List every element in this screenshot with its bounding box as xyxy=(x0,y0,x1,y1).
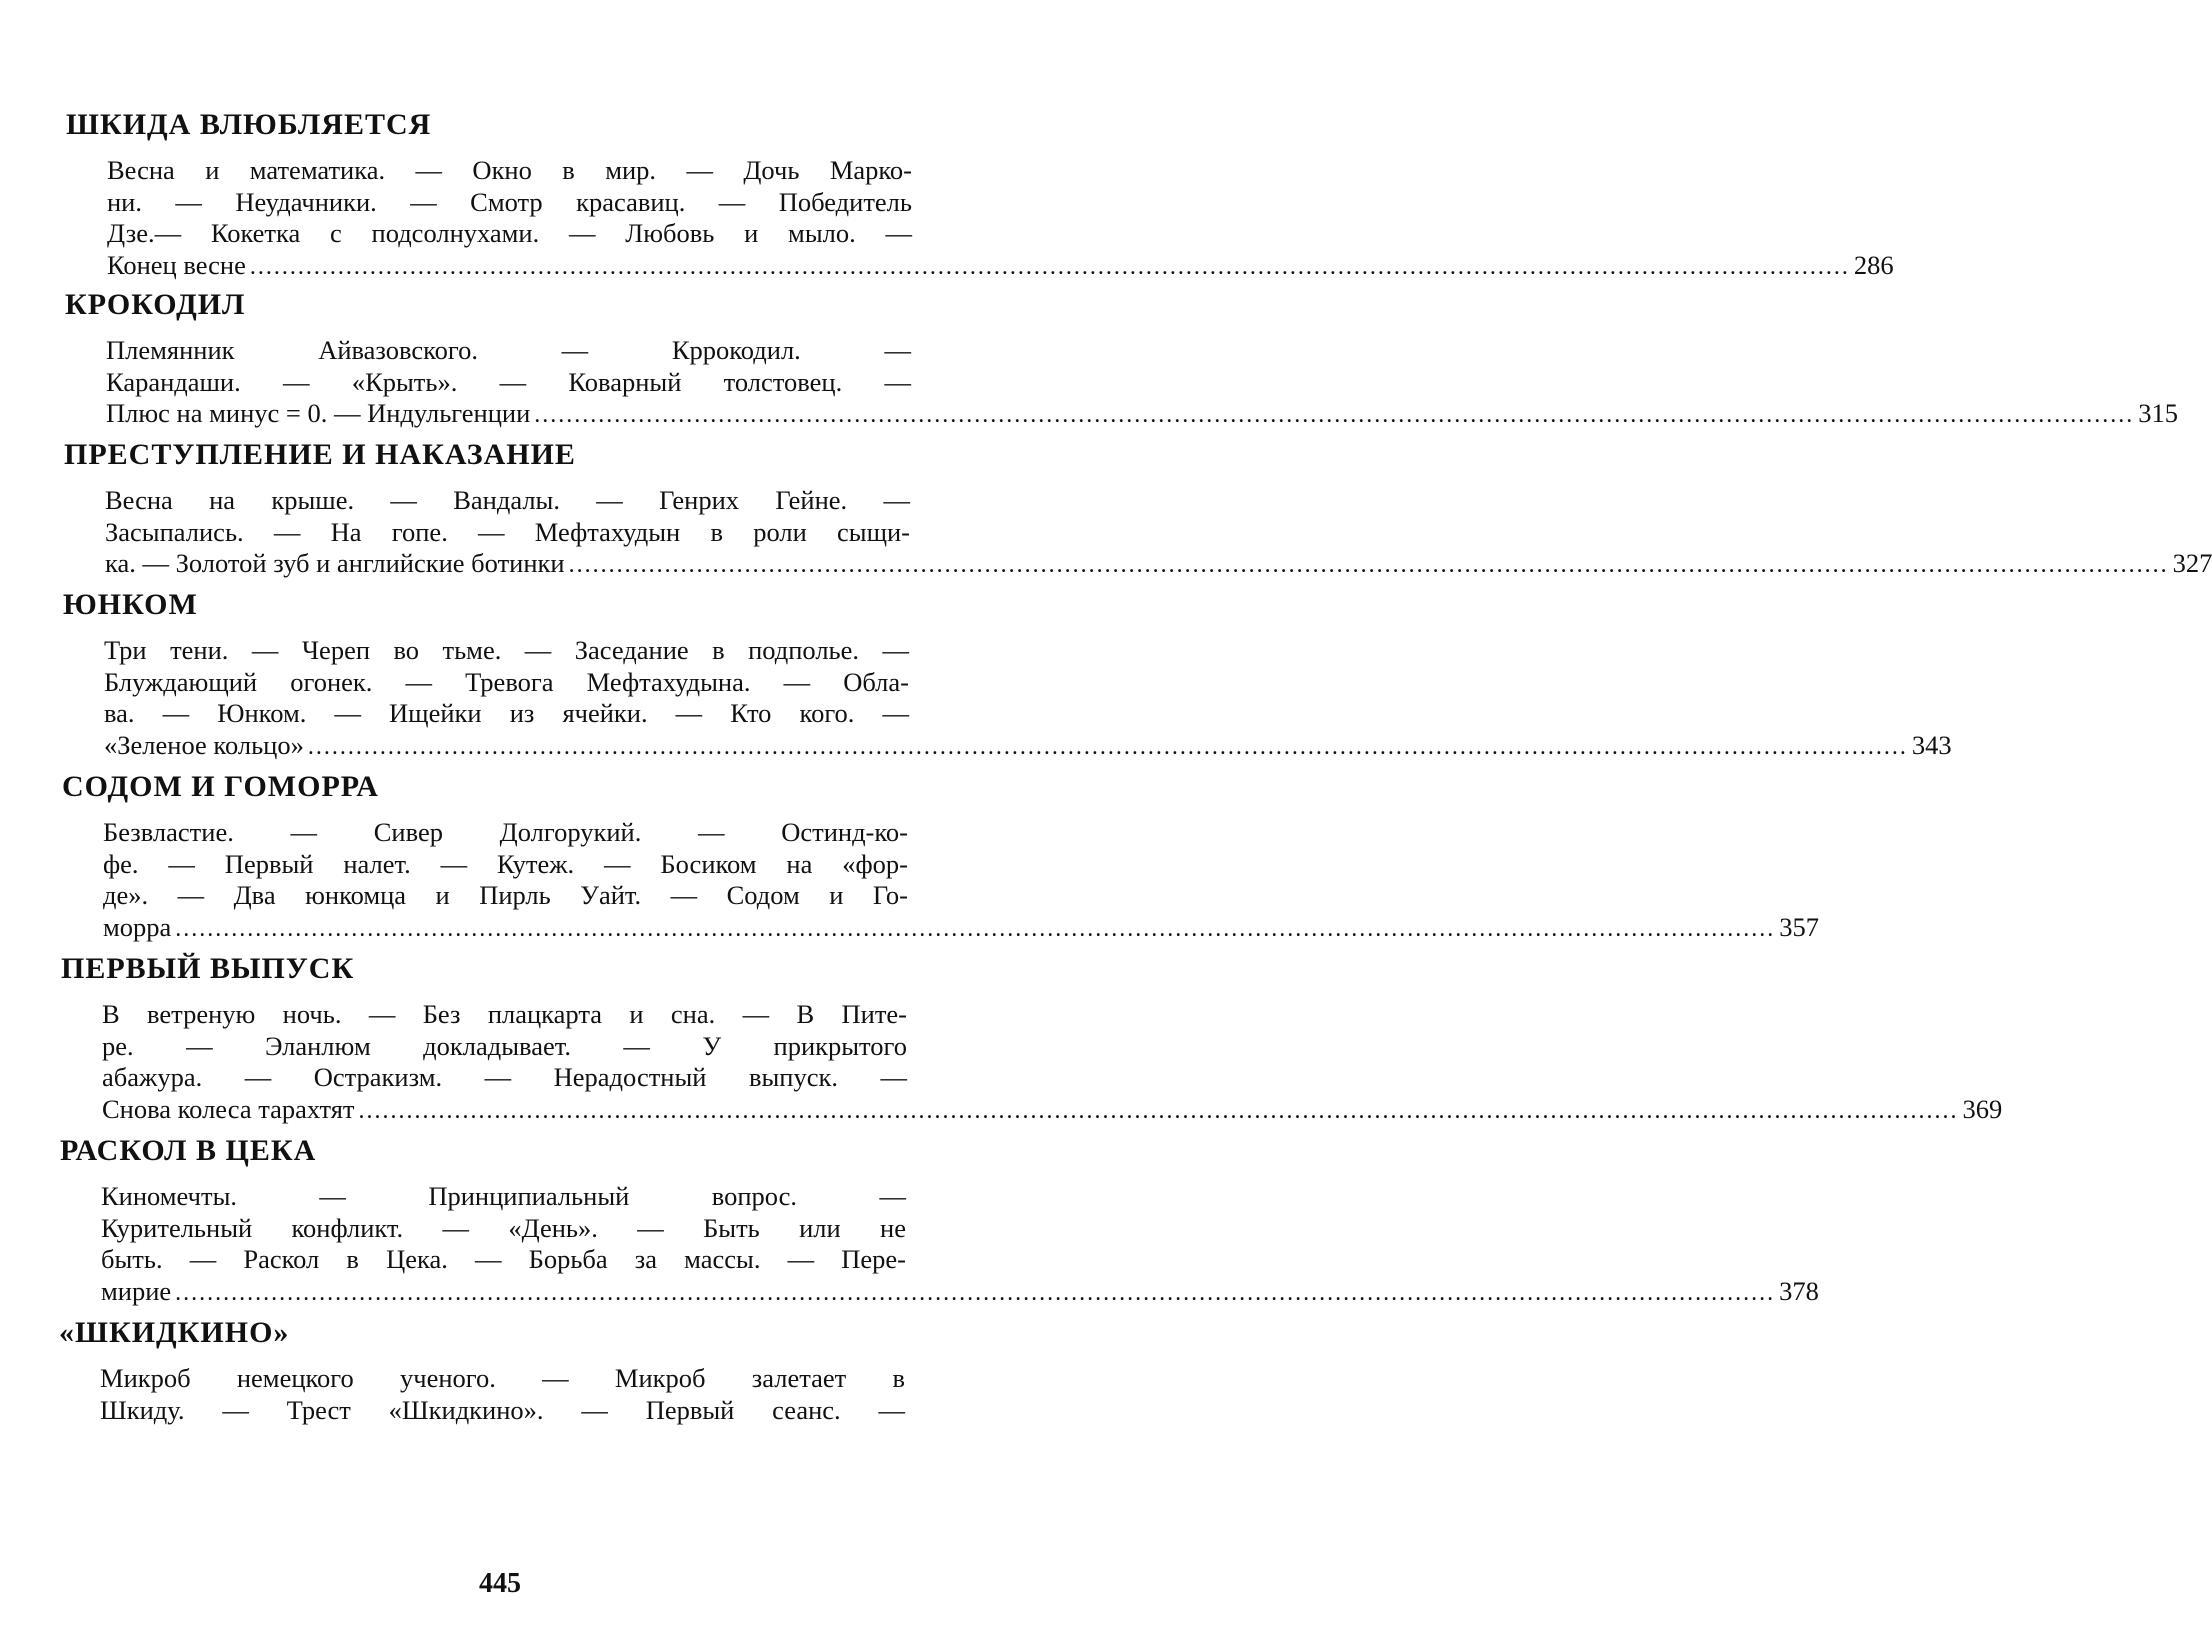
contents-line: Блуждающий огонек. — Тревога Мефтахудына. — Обла- xyxy=(104,666,909,697)
toc-section xyxy=(59,1316,905,1426)
contents-last-line xyxy=(105,548,2212,580)
contents-line: Три тени. — Череп во тьме. — Заседание в подполье. — xyxy=(104,635,909,665)
chapter-heading: ПЕРВЫЙ ВЫПУСК xyxy=(61,952,355,985)
contents-last-line xyxy=(103,911,1820,944)
contents-line: ни. — Неудачники. — Смотр красавиц. — Победитель xyxy=(107,186,912,217)
dot-leader: ........................................................................................................................................................................................................ xyxy=(534,402,2135,428)
chapter-heading: РАСКОЛ В ЦЕКА xyxy=(60,1134,317,1167)
dot-leader: ........................................................................................................................................................................................................ xyxy=(358,1097,1959,1124)
contents-line: фе. — Первый налет. — Кутеж. — Босиком на «фор- xyxy=(103,848,908,879)
page-number: 357 xyxy=(1779,911,1820,942)
contents-line: Курительный конфликт. — «День». — Быть или не xyxy=(101,1212,906,1243)
contents-line: ва. — Юнком. — Ищейки из ячейки. — Кто кого. — xyxy=(104,698,909,728)
page-folio-number: 445 xyxy=(479,1568,521,1599)
contents-line: Весна и математика. — Окно в мир. — Дочь Марко- xyxy=(107,155,912,185)
dot-leader: ........................................................................................................................................................................................................ xyxy=(307,733,1908,760)
contents-line: быть. — Раскол в Цека. — Борьба за массы. — Пере- xyxy=(101,1244,906,1274)
chapter-heading: ПРЕСТУПЛЕНИЕ И НАКАЗАНИЕ xyxy=(64,438,576,471)
contents-line: мирие xyxy=(101,1275,172,1306)
contents-line: Весна на крыше. — Вандалы. — Генрих Гейне. — xyxy=(105,485,910,515)
contents-line: Шкиду. — Трест «Шкидкино». — Первый сеанс. — xyxy=(100,1394,905,1425)
contents-last-line xyxy=(104,729,1952,762)
contents-line: морра xyxy=(103,911,172,942)
dot-leader: ........................................................................................................................................................................................................ xyxy=(175,1279,1776,1306)
chapter-contents xyxy=(106,335,2179,430)
chapter-contents xyxy=(100,1363,905,1426)
chapter-heading: СОДОМ И ГОМОРРА xyxy=(62,770,379,803)
contents-line: «Зеленое кольцо» xyxy=(104,729,304,760)
contents-last-line xyxy=(106,398,2179,430)
contents-line: В ветреную ночь. — Без плацкарта и сна. — В Пите- xyxy=(102,999,907,1029)
toc-section xyxy=(61,952,2003,1125)
toc-section xyxy=(63,588,1952,761)
contents-line: ре. — Эланлюм докладывает. — У прикрытого xyxy=(102,1030,907,1061)
chapter-contents xyxy=(103,817,1820,943)
page-number: 378 xyxy=(1779,1275,1819,1306)
contents-line: де». — Два юнкомца и Пирль Уайт. — Содом и Го- xyxy=(103,880,908,910)
contents-line: абажура. — Остракизм. — Нерадостный выпуск. — xyxy=(102,1062,907,1092)
toc-section xyxy=(65,288,2179,430)
toc-section xyxy=(60,1134,1819,1307)
dot-leader: ........................................................................................................................................................................................................ xyxy=(249,253,1850,280)
toc-section xyxy=(66,108,1894,281)
contents-line: Засыпались. — На гопе. — Мефтахудын в роли сыщи- xyxy=(105,516,910,547)
chapter-contents xyxy=(105,485,2212,580)
contents-last-line xyxy=(107,249,1894,282)
contents-line: Безвластие. — Сивер Долгорукий. — Остинд-ко- xyxy=(103,817,908,847)
contents-line: Конец весне xyxy=(107,249,246,280)
dot-leader: ........................................................................................................................................................................................................ xyxy=(175,915,1776,942)
contents-line: Карандаши. — «Крыть». — Коварный толстовец. — xyxy=(106,366,911,397)
chapter-contents xyxy=(101,1181,1819,1307)
contents-line: Племянник Айвазовского. — Кррокодил. — xyxy=(106,335,911,365)
dot-leader: ........................................................................................................................................................................................................ xyxy=(568,552,2169,578)
page-number: 343 xyxy=(1911,729,1952,760)
contents-line: ка. — Золотой зуб и английские ботинки xyxy=(105,548,565,578)
toc-section xyxy=(64,438,2212,580)
contents-line: Дзе.— Кокетка с подсолнухами. — Любовь и мыло. — xyxy=(107,218,912,248)
contents-line: Киномечты. — Принципиальный вопрос. — xyxy=(101,1181,906,1211)
contents-last-line xyxy=(102,1093,2003,1126)
page-number: 315 xyxy=(2138,398,2179,428)
chapter-contents xyxy=(107,155,1894,281)
chapter-contents xyxy=(104,635,1952,761)
page-number: 327 xyxy=(2172,548,2212,578)
chapter-heading: ЮНКОМ xyxy=(63,588,198,621)
chapter-heading: «ШКИДКИНО» xyxy=(59,1316,290,1349)
chapter-heading: КРОКОДИЛ xyxy=(65,288,246,321)
contents-line: Плюс на минус = 0. — Индульгенции xyxy=(106,398,531,428)
chapter-heading: ШКИДА ВЛЮБЛЯЕТСЯ xyxy=(66,108,432,141)
toc-section xyxy=(62,770,1820,943)
page-number: 369 xyxy=(1962,1093,2003,1124)
page-number: 286 xyxy=(1853,249,1894,280)
contents-line: Снова колеса тарахтят xyxy=(102,1093,355,1124)
chapter-contents xyxy=(102,999,2003,1125)
contents-line: Микроб немецкого ученого. — Микроб залетает в xyxy=(100,1363,905,1393)
contents-last-line xyxy=(101,1275,1819,1308)
